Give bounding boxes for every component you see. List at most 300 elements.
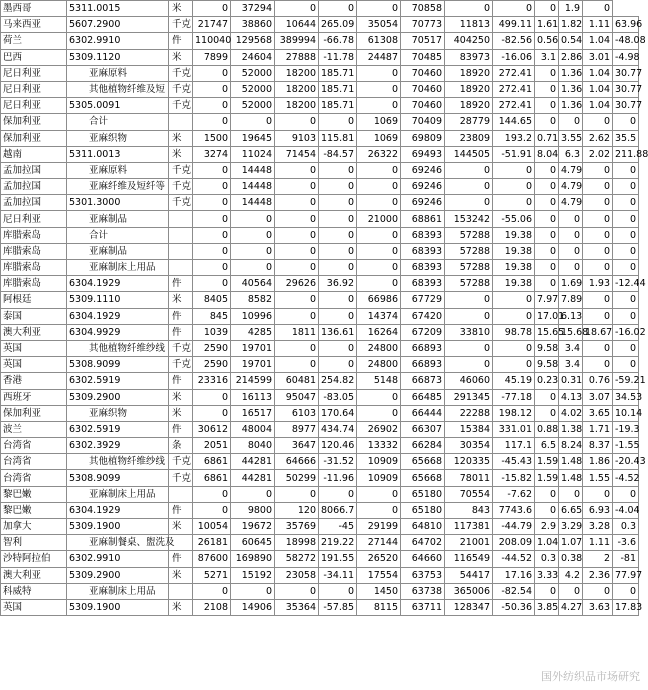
value-cell[interactable]: 0	[357, 81, 401, 97]
value-cell[interactable]: 29626	[275, 276, 319, 292]
value-cell[interactable]: 69809	[401, 130, 445, 146]
value-cell[interactable]: 0	[193, 81, 231, 97]
value-cell[interactable]: 0	[231, 114, 275, 130]
value-cell[interactable]: 185.71	[319, 81, 357, 97]
country-cell[interactable]: 库腊索岛	[1, 260, 67, 276]
value-cell[interactable]: 0	[193, 405, 231, 421]
value-cell[interactable]: 0	[613, 260, 639, 276]
value-cell[interactable]: 1.93	[583, 276, 613, 292]
code-cell[interactable]: 其他植物纤维纱线	[67, 340, 169, 356]
value-cell[interactable]: 26520	[357, 551, 401, 567]
value-cell[interactable]: 66893	[401, 357, 445, 373]
value-cell[interactable]: 67729	[401, 292, 445, 308]
value-cell[interactable]: 34.53	[613, 389, 639, 405]
value-cell[interactable]: 4.2	[559, 567, 583, 583]
value-cell[interactable]: 66485	[401, 389, 445, 405]
value-cell[interactable]: 6.5	[535, 438, 559, 454]
value-cell[interactable]: -44.79	[493, 519, 535, 535]
value-cell[interactable]: 40564	[231, 276, 275, 292]
value-cell[interactable]: 434.74	[319, 421, 357, 437]
value-cell[interactable]: 9.58	[535, 340, 559, 356]
value-cell[interactable]: 0	[613, 162, 639, 178]
value-cell[interactable]: 0	[319, 1, 357, 17]
code-cell[interactable]: 6302.9910	[67, 551, 169, 567]
value-cell[interactable]: 68393	[401, 243, 445, 259]
code-cell[interactable]: 5309.2900	[67, 389, 169, 405]
value-cell[interactable]: 26181	[193, 535, 231, 551]
value-cell[interactable]: 1.69	[559, 276, 583, 292]
value-cell[interactable]: 3.55	[559, 130, 583, 146]
value-cell[interactable]: 37294	[231, 1, 275, 17]
code-cell[interactable]: 亚麻纤维及短纤等	[67, 179, 169, 195]
value-cell[interactable]: 13332	[357, 438, 401, 454]
value-cell[interactable]: 0	[445, 179, 493, 195]
value-cell[interactable]: 15.65	[535, 324, 559, 340]
value-cell[interactable]: 1450	[357, 583, 401, 599]
unit-cell[interactable]: 件	[169, 502, 193, 518]
code-cell[interactable]: 6302.9910	[67, 33, 169, 49]
value-cell[interactable]: 83973	[445, 49, 493, 65]
country-cell[interactable]: 加拿大	[1, 519, 67, 535]
value-cell[interactable]: 16517	[231, 405, 275, 421]
value-cell[interactable]: 0	[275, 340, 319, 356]
unit-cell[interactable]: 千克	[169, 17, 193, 33]
value-cell[interactable]: 0	[535, 114, 559, 130]
value-cell[interactable]: 63711	[401, 599, 445, 615]
value-cell[interactable]: 0	[493, 357, 535, 373]
value-cell[interactable]: 0	[493, 308, 535, 324]
value-cell[interactable]: 18200	[275, 98, 319, 114]
value-cell[interactable]: 19645	[231, 130, 275, 146]
unit-cell[interactable]: 件	[169, 308, 193, 324]
country-cell[interactable]: 孟加拉国	[1, 179, 67, 195]
code-cell[interactable]: 5309.2900	[67, 567, 169, 583]
value-cell[interactable]: 6.65	[559, 502, 583, 518]
code-cell[interactable]: 5309.1900	[67, 599, 169, 615]
value-cell[interactable]: 0.76	[583, 373, 613, 389]
value-cell[interactable]: 19701	[231, 357, 275, 373]
value-cell[interactable]: 4.27	[559, 599, 583, 615]
country-cell[interactable]: 越南	[1, 146, 67, 162]
value-cell[interactable]: 0	[583, 340, 613, 356]
value-cell[interactable]: 17554	[357, 567, 401, 583]
value-cell[interactable]: 0	[583, 260, 613, 276]
value-cell[interactable]: 66444	[401, 405, 445, 421]
country-cell[interactable]: 荷兰	[1, 33, 67, 49]
value-cell[interactable]: 1.07	[559, 535, 583, 551]
value-cell[interactable]: 9800	[231, 502, 275, 518]
country-cell[interactable]: 孟加拉国	[1, 162, 67, 178]
value-cell[interactable]: 0	[535, 81, 559, 97]
value-cell[interactable]: 0	[357, 65, 401, 81]
value-cell[interactable]: 0	[535, 98, 559, 114]
country-cell[interactable]: 库腊索岛	[1, 243, 67, 259]
unit-cell[interactable]: 米	[169, 130, 193, 146]
code-cell[interactable]: 亚麻原料	[67, 65, 169, 81]
value-cell[interactable]: 254.82	[319, 373, 357, 389]
value-cell[interactable]: 0	[275, 162, 319, 178]
value-cell[interactable]: 193.2	[493, 130, 535, 146]
value-cell[interactable]: 0	[193, 211, 231, 227]
value-cell[interactable]: 3.4	[559, 340, 583, 356]
value-cell[interactable]: 19.38	[493, 260, 535, 276]
value-cell[interactable]: 7.97	[535, 292, 559, 308]
value-cell[interactable]: 11024	[231, 146, 275, 162]
country-cell[interactable]: 墨西哥	[1, 1, 67, 17]
value-cell[interactable]: 0	[559, 486, 583, 502]
value-cell[interactable]: 169890	[231, 551, 275, 567]
value-cell[interactable]: 4.79	[559, 179, 583, 195]
unit-cell[interactable]: 千克	[169, 65, 193, 81]
value-cell[interactable]: -4.04	[613, 502, 639, 518]
value-cell[interactable]: 70409	[401, 114, 445, 130]
value-cell[interactable]: 0	[535, 65, 559, 81]
value-cell[interactable]: 70773	[401, 17, 445, 33]
value-cell[interactable]: 1.82	[559, 17, 583, 33]
unit-cell[interactable]: 米	[169, 292, 193, 308]
value-cell[interactable]: 3647	[275, 438, 319, 454]
value-cell[interactable]: 170.64	[319, 405, 357, 421]
value-cell[interactable]: 0	[613, 486, 639, 502]
value-cell[interactable]: 2.36	[583, 567, 613, 583]
value-cell[interactable]: 117.1	[493, 438, 535, 454]
value-cell[interactable]: -16.02	[613, 324, 639, 340]
value-cell[interactable]: 0	[193, 243, 231, 259]
value-cell[interactable]: 23316	[193, 373, 231, 389]
unit-cell[interactable]: 件	[169, 421, 193, 437]
code-cell[interactable]: 5308.9099	[67, 470, 169, 486]
value-cell[interactable]: 0	[275, 243, 319, 259]
value-cell[interactable]: 0	[583, 292, 613, 308]
value-cell[interactable]: 0	[613, 308, 639, 324]
value-cell[interactable]: 191.55	[319, 551, 357, 567]
value-cell[interactable]: 30.77	[613, 65, 639, 81]
value-cell[interactable]: 68393	[401, 260, 445, 276]
unit-cell[interactable]: 件	[169, 33, 193, 49]
value-cell[interactable]: 4285	[231, 324, 275, 340]
value-cell[interactable]: 8977	[275, 421, 319, 437]
value-cell[interactable]: 4.79	[559, 195, 583, 211]
value-cell[interactable]: 66873	[401, 373, 445, 389]
value-cell[interactable]: 0	[275, 357, 319, 373]
value-cell[interactable]: 0	[275, 195, 319, 211]
value-cell[interactable]: 66284	[401, 438, 445, 454]
value-cell[interactable]: 71454	[275, 146, 319, 162]
value-cell[interactable]: 0	[193, 98, 231, 114]
value-cell[interactable]: 117381	[445, 519, 493, 535]
value-cell[interactable]: 0	[613, 227, 639, 243]
value-cell[interactable]: 27888	[275, 49, 319, 65]
code-cell[interactable]: 6302.5919	[67, 421, 169, 437]
value-cell[interactable]: 18920	[445, 65, 493, 81]
value-cell[interactable]: 128347	[445, 599, 493, 615]
code-cell[interactable]: 5607.2900	[67, 17, 169, 33]
value-cell[interactable]: 19701	[231, 340, 275, 356]
value-cell[interactable]: -20.43	[613, 454, 639, 470]
value-cell[interactable]: -31.52	[319, 454, 357, 470]
value-cell[interactable]: 5271	[193, 567, 231, 583]
unit-cell[interactable]	[169, 583, 193, 599]
value-cell[interactable]: 70485	[401, 49, 445, 65]
code-cell[interactable]: 5309.1110	[67, 292, 169, 308]
country-cell[interactable]: 智利	[1, 535, 67, 551]
value-cell[interactable]: 7.89	[559, 292, 583, 308]
value-cell[interactable]: 10996	[231, 308, 275, 324]
value-cell[interactable]: 60645	[231, 535, 275, 551]
value-cell[interactable]: -48.08	[613, 33, 639, 49]
value-cell[interactable]: 0	[535, 502, 559, 518]
code-cell[interactable]: 5308.9099	[67, 357, 169, 373]
value-cell[interactable]: 6.3	[559, 146, 583, 162]
value-cell[interactable]: 0	[613, 179, 639, 195]
country-cell[interactable]: 台湾省	[1, 470, 67, 486]
value-cell[interactable]: 0	[193, 227, 231, 243]
value-cell[interactable]: 2.62	[583, 130, 613, 146]
value-cell[interactable]: 3.07	[583, 389, 613, 405]
value-cell[interactable]: 499.11	[493, 17, 535, 33]
value-cell[interactable]: 272.41	[493, 81, 535, 97]
value-cell[interactable]: -7.62	[493, 486, 535, 502]
value-cell[interactable]: 219.22	[319, 535, 357, 551]
value-cell[interactable]: 52000	[231, 98, 275, 114]
value-cell[interactable]: 8.24	[559, 438, 583, 454]
value-cell[interactable]: 18.67	[583, 324, 613, 340]
value-cell[interactable]: 65668	[401, 470, 445, 486]
country-cell[interactable]: 英国	[1, 599, 67, 615]
value-cell[interactable]: 19.38	[493, 243, 535, 259]
value-cell[interactable]: 24800	[357, 340, 401, 356]
value-cell[interactable]: 0	[583, 357, 613, 373]
value-cell[interactable]: 272.41	[493, 98, 535, 114]
code-cell[interactable]: 合计	[67, 227, 169, 243]
country-cell[interactable]: 保加利亚	[1, 114, 67, 130]
value-cell[interactable]: 64810	[401, 519, 445, 535]
code-cell[interactable]: 合计	[67, 114, 169, 130]
value-cell[interactable]: 0	[613, 357, 639, 373]
value-cell[interactable]: 0	[559, 243, 583, 259]
value-cell[interactable]: 65668	[401, 454, 445, 470]
value-cell[interactable]: -34.11	[319, 567, 357, 583]
value-cell[interactable]: 87600	[193, 551, 231, 567]
value-cell[interactable]: 0	[535, 179, 559, 195]
value-cell[interactable]: 9103	[275, 130, 319, 146]
country-cell[interactable]: 台湾省	[1, 454, 67, 470]
value-cell[interactable]: 1.71	[583, 421, 613, 437]
value-cell[interactable]: -50.36	[493, 599, 535, 615]
code-cell[interactable]: 6302.5919	[67, 373, 169, 389]
value-cell[interactable]: 44281	[231, 470, 275, 486]
value-cell[interactable]: 61308	[357, 33, 401, 49]
country-cell[interactable]: 西班牙	[1, 389, 67, 405]
value-cell[interactable]: 144.65	[493, 114, 535, 130]
value-cell[interactable]: 0	[319, 179, 357, 195]
value-cell[interactable]: 70858	[401, 1, 445, 17]
value-cell[interactable]: 211.88	[613, 146, 639, 162]
value-cell[interactable]: 1.36	[559, 65, 583, 81]
value-cell[interactable]: 17.83	[613, 599, 639, 615]
value-cell[interactable]: 265.09	[319, 17, 357, 33]
unit-cell[interactable]: 条	[169, 438, 193, 454]
value-cell[interactable]: 0	[559, 583, 583, 599]
unit-cell[interactable]: 米	[169, 519, 193, 535]
value-cell[interactable]: 0	[357, 389, 401, 405]
value-cell[interactable]: 64702	[401, 535, 445, 551]
code-cell[interactable]: 6304.1929	[67, 502, 169, 518]
value-cell[interactable]: 0	[445, 357, 493, 373]
value-cell[interactable]: 0	[231, 211, 275, 227]
value-cell[interactable]: 185.71	[319, 98, 357, 114]
value-cell[interactable]: 0	[583, 179, 613, 195]
value-cell[interactable]: -16.06	[493, 49, 535, 65]
value-cell[interactable]: 95047	[275, 389, 319, 405]
value-cell[interactable]: -4.98	[613, 49, 639, 65]
value-cell[interactable]: 63753	[401, 567, 445, 583]
value-cell[interactable]: 0	[193, 114, 231, 130]
value-cell[interactable]: 18200	[275, 65, 319, 81]
value-cell[interactable]: 0	[535, 276, 559, 292]
value-cell[interactable]: 46060	[445, 373, 493, 389]
value-cell[interactable]: 291345	[445, 389, 493, 405]
value-cell[interactable]: -3.6	[613, 535, 639, 551]
value-cell[interactable]: 70460	[401, 81, 445, 97]
value-cell[interactable]: 60481	[275, 373, 319, 389]
code-cell[interactable]: 5311.0013	[67, 146, 169, 162]
unit-cell[interactable]: 千克	[169, 195, 193, 211]
value-cell[interactable]: 30.77	[613, 81, 639, 97]
value-cell[interactable]: 0	[319, 260, 357, 276]
code-cell[interactable]: 6304.9929	[67, 324, 169, 340]
value-cell[interactable]: 0	[275, 1, 319, 17]
unit-cell[interactable]: 米	[169, 405, 193, 421]
value-cell[interactable]: 58272	[275, 551, 319, 567]
value-cell[interactable]: -45.43	[493, 454, 535, 470]
value-cell[interactable]: 0.88	[535, 421, 559, 437]
value-cell[interactable]: 0	[583, 162, 613, 178]
value-cell[interactable]: 0	[535, 243, 559, 259]
value-cell[interactable]: 0	[357, 502, 401, 518]
value-cell[interactable]: 0.31	[559, 373, 583, 389]
country-cell[interactable]: 巴西	[1, 49, 67, 65]
value-cell[interactable]: 52000	[231, 65, 275, 81]
value-cell[interactable]: 6861	[193, 470, 231, 486]
value-cell[interactable]: 0	[319, 583, 357, 599]
value-cell[interactable]: 45.19	[493, 373, 535, 389]
value-cell[interactable]: 0	[275, 179, 319, 195]
value-cell[interactable]: -4.52	[613, 470, 639, 486]
country-cell[interactable]: 尼日利亚	[1, 98, 67, 114]
value-cell[interactable]: 0	[535, 211, 559, 227]
code-cell[interactable]: 亚麻制床上用品	[67, 486, 169, 502]
value-cell[interactable]: 0	[445, 195, 493, 211]
value-cell[interactable]: 1.86	[583, 454, 613, 470]
value-cell[interactable]: 153242	[445, 211, 493, 227]
value-cell[interactable]: 57288	[445, 243, 493, 259]
value-cell[interactable]: 0	[319, 308, 357, 324]
value-cell[interactable]: 0	[583, 195, 613, 211]
value-cell[interactable]: 0	[193, 179, 231, 195]
country-cell[interactable]: 英国	[1, 357, 67, 373]
value-cell[interactable]: 17.01	[535, 308, 559, 324]
value-cell[interactable]: 15.68	[559, 324, 583, 340]
value-cell[interactable]: 0	[275, 292, 319, 308]
unit-cell[interactable]: 米	[169, 599, 193, 615]
unit-cell[interactable]: 千克	[169, 454, 193, 470]
unit-cell[interactable]: 千克	[169, 470, 193, 486]
value-cell[interactable]: 14906	[231, 599, 275, 615]
value-cell[interactable]: -45	[319, 519, 357, 535]
value-cell[interactable]: 0	[613, 195, 639, 211]
code-cell[interactable]: 亚麻制品	[67, 243, 169, 259]
value-cell[interactable]: 21001	[445, 535, 493, 551]
value-cell[interactable]: 3.63	[583, 599, 613, 615]
value-cell[interactable]: 0	[445, 1, 493, 17]
country-cell[interactable]: 沙特阿拉伯	[1, 551, 67, 567]
value-cell[interactable]: 10909	[357, 454, 401, 470]
value-cell[interactable]: 1.59	[535, 454, 559, 470]
code-cell[interactable]: 5309.1120	[67, 49, 169, 65]
country-cell[interactable]: 澳大利亚	[1, 324, 67, 340]
unit-cell[interactable]: 件	[169, 324, 193, 340]
value-cell[interactable]: 1.04	[535, 535, 559, 551]
value-cell[interactable]: 26322	[357, 146, 401, 162]
value-cell[interactable]: 10054	[193, 519, 231, 535]
value-cell[interactable]: 0	[231, 243, 275, 259]
value-cell[interactable]: 4.79	[559, 162, 583, 178]
value-cell[interactable]: 0.23	[535, 373, 559, 389]
value-cell[interactable]: 1.11	[583, 535, 613, 551]
code-cell[interactable]: 5311.0015	[67, 1, 169, 17]
unit-cell[interactable]: 件	[169, 551, 193, 567]
value-cell[interactable]: 0.3	[613, 519, 639, 535]
code-cell[interactable]: 亚麻原料	[67, 162, 169, 178]
value-cell[interactable]: 19672	[231, 519, 275, 535]
value-cell[interactable]: 0.38	[559, 551, 583, 567]
value-cell[interactable]: 0	[445, 308, 493, 324]
unit-cell[interactable]	[169, 227, 193, 243]
code-cell[interactable]: 亚麻制床上用品	[67, 260, 169, 276]
value-cell[interactable]: 0	[445, 162, 493, 178]
value-cell[interactable]: 3.1	[535, 49, 559, 65]
value-cell[interactable]: 0	[231, 583, 275, 599]
value-cell[interactable]: 0	[613, 243, 639, 259]
value-cell[interactable]: 0.54	[559, 33, 583, 49]
value-cell[interactable]: 0	[535, 195, 559, 211]
value-cell[interactable]: 0	[613, 340, 639, 356]
value-cell[interactable]: 0	[535, 389, 559, 405]
value-cell[interactable]: 2.02	[583, 146, 613, 162]
value-cell[interactable]: 57288	[445, 227, 493, 243]
value-cell[interactable]: -81	[613, 551, 639, 567]
value-cell[interactable]: 70460	[401, 98, 445, 114]
value-cell[interactable]: 6103	[275, 405, 319, 421]
value-cell[interactable]: 10909	[357, 470, 401, 486]
value-cell[interactable]: 24487	[357, 49, 401, 65]
unit-cell[interactable]	[169, 114, 193, 130]
value-cell[interactable]: 63738	[401, 583, 445, 599]
value-cell[interactable]: 3.65	[583, 405, 613, 421]
value-cell[interactable]: 1.61	[535, 17, 559, 33]
country-cell[interactable]: 尼日利亚	[1, 81, 67, 97]
value-cell[interactable]: 8040	[231, 438, 275, 454]
value-cell[interactable]: 0	[193, 583, 231, 599]
value-cell[interactable]: 0	[319, 195, 357, 211]
value-cell[interactable]: 0	[231, 486, 275, 502]
value-cell[interactable]: 0	[535, 162, 559, 178]
value-cell[interactable]: 1.36	[559, 98, 583, 114]
value-cell[interactable]: 2590	[193, 340, 231, 356]
value-cell[interactable]: 24604	[231, 49, 275, 65]
value-cell[interactable]: 1.38	[559, 421, 583, 437]
